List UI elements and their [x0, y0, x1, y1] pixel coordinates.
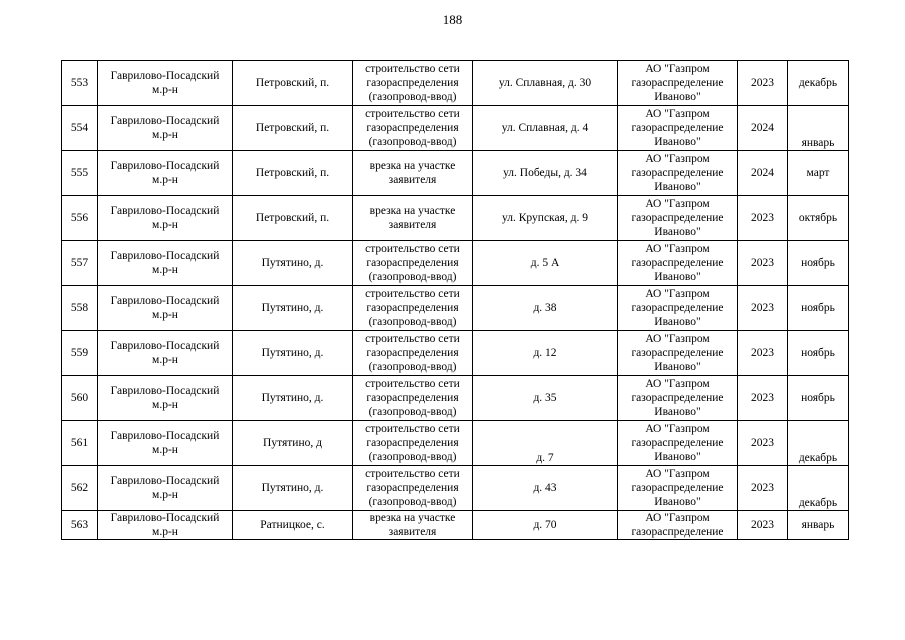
- address-cell: д. 70: [473, 511, 618, 540]
- year-cell: 2023: [738, 196, 788, 241]
- gas-connection-table: [61, 60, 849, 540]
- settlement-cell: Ратницкое, с.: [233, 511, 353, 540]
- table-row: [62, 286, 849, 331]
- table-row: [62, 511, 849, 540]
- organization-cell: АО "Газпром газораспределение Иваново": [618, 466, 738, 511]
- organization-cell: АО "Газпром газораспределение Иваново": [618, 331, 738, 376]
- district-cell: Гаврилово-Посадский м.р-н: [98, 376, 233, 421]
- table-row: [62, 151, 849, 196]
- row-number: 560: [62, 376, 98, 421]
- address-cell: ул. Сплавная, д. 30: [473, 61, 618, 106]
- work-type-cell: строительство сети газораспределения (газопровод-ввод): [353, 331, 473, 376]
- settlement-cell: Путятино, д.: [233, 331, 353, 376]
- settlement-cell: Путятино, д.: [233, 241, 353, 286]
- month-cell: декабрь: [788, 466, 849, 511]
- address-cell: д. 7: [473, 421, 618, 466]
- month-cell: январь: [788, 511, 849, 540]
- organization-cell: АО "Газпром газораспределение Иваново": [618, 106, 738, 151]
- address-cell: ул. Крупская, д. 9: [473, 196, 618, 241]
- organization-cell: АО "Газпром газораспределение: [618, 511, 738, 540]
- work-type-cell: строительство сети газораспределения (газопровод-ввод): [353, 106, 473, 151]
- row-number: 553: [62, 61, 98, 106]
- row-number: 556: [62, 196, 98, 241]
- row-number: 561: [62, 421, 98, 466]
- work-type-cell: строительство сети газораспределения (газопровод-ввод): [353, 241, 473, 286]
- work-type-cell: строительство сети газораспределения (газопровод-ввод): [353, 61, 473, 106]
- district-cell: Гаврилово-Посадский м.р-н: [98, 151, 233, 196]
- district-cell: Гаврилово-Посадский м.р-н: [98, 61, 233, 106]
- organization-cell: АО "Газпром газораспределение Иваново": [618, 286, 738, 331]
- organization-cell: АО "Газпром газораспределение Иваново": [618, 376, 738, 421]
- table-row: [62, 196, 849, 241]
- work-type-cell: строительство сети газораспределения (газопровод-ввод): [353, 286, 473, 331]
- table-row: [62, 376, 849, 421]
- district-cell: Гаврилово-Посадский м.р-н: [98, 466, 233, 511]
- year-cell: 2023: [738, 466, 788, 511]
- year-cell: 2023: [738, 376, 788, 421]
- district-cell: Гаврилово-Посадский м.р-н: [98, 286, 233, 331]
- table-row: [62, 106, 849, 151]
- page-number: 188: [442, 12, 463, 27]
- settlement-cell: Петровский, п.: [233, 151, 353, 196]
- row-number: 559: [62, 331, 98, 376]
- year-cell: 2024: [738, 151, 788, 196]
- year-cell: 2023: [738, 331, 788, 376]
- district-cell: Гаврилово-Посадский м.р-н: [98, 241, 233, 286]
- month-cell: декабрь: [788, 61, 849, 106]
- table-row: [62, 466, 849, 511]
- row-number: 554: [62, 106, 98, 151]
- organization-cell: АО "Газпром газораспределение Иваново": [618, 241, 738, 286]
- month-cell: январь: [788, 106, 849, 151]
- address-cell: д. 43: [473, 466, 618, 511]
- month-cell: ноябрь: [788, 376, 849, 421]
- address-cell: ул. Сплавная, д. 4: [473, 106, 618, 151]
- month-cell: ноябрь: [788, 331, 849, 376]
- district-cell: Гаврилово-Посадский м.р-н: [98, 421, 233, 466]
- district-cell: Гаврилово-Посадский м.р-н: [98, 106, 233, 151]
- month-cell: март: [788, 151, 849, 196]
- work-type-cell: строительство сети газораспределения (газопровод-ввод): [353, 421, 473, 466]
- district-cell: Гаврилово-Посадский м.р-н: [98, 511, 233, 540]
- settlement-cell: Путятино, д: [233, 421, 353, 466]
- settlement-cell: Путятино, д.: [233, 286, 353, 331]
- row-number: 563: [62, 511, 98, 540]
- organization-cell: АО "Газпром газораспределение Иваново": [618, 196, 738, 241]
- settlement-cell: Путятино, д.: [233, 376, 353, 421]
- year-cell: 2023: [738, 421, 788, 466]
- settlement-cell: Петровский, п.: [233, 61, 353, 106]
- row-number: 557: [62, 241, 98, 286]
- district-cell: Гаврилово-Посадский м.р-н: [98, 331, 233, 376]
- settlement-cell: Петровский, п.: [233, 196, 353, 241]
- work-type-cell: врезка на участке заявителя: [353, 196, 473, 241]
- district-cell: Гаврилово-Посадский м.р-н: [98, 196, 233, 241]
- work-type-cell: врезка на участке заявителя: [353, 151, 473, 196]
- row-number: 562: [62, 466, 98, 511]
- table-row: [62, 421, 849, 466]
- month-cell: ноябрь: [788, 286, 849, 331]
- row-number: 558: [62, 286, 98, 331]
- work-type-cell: строительство сети газораспределения (газопровод-ввод): [353, 376, 473, 421]
- year-cell: 2023: [738, 286, 788, 331]
- year-cell: 2023: [738, 61, 788, 106]
- work-type-cell: строительство сети газораспределения (газопровод-ввод): [353, 466, 473, 511]
- settlement-cell: Путятино, д.: [233, 466, 353, 511]
- month-cell: октябрь: [788, 196, 849, 241]
- address-cell: д. 12: [473, 331, 618, 376]
- organization-cell: АО "Газпром газораспределение Иваново": [618, 421, 738, 466]
- table-row: [62, 331, 849, 376]
- settlement-cell: Петровский, п.: [233, 106, 353, 151]
- month-cell: ноябрь: [788, 241, 849, 286]
- table-row: [62, 61, 849, 106]
- row-number: 555: [62, 151, 98, 196]
- year-cell: 2024: [738, 106, 788, 151]
- organization-cell: АО "Газпром газораспределение Иваново": [618, 61, 738, 106]
- address-cell: ул. Победы, д. 34: [473, 151, 618, 196]
- month-cell: декабрь: [788, 421, 849, 466]
- year-cell: 2023: [738, 511, 788, 540]
- organization-cell: АО "Газпром газораспределение Иваново": [618, 151, 738, 196]
- year-cell: 2023: [738, 241, 788, 286]
- address-cell: д. 35: [473, 376, 618, 421]
- address-cell: д. 5 А: [473, 241, 618, 286]
- work-type-cell: врезка на участке заявителя: [353, 511, 473, 540]
- address-cell: д. 38: [473, 286, 618, 331]
- table-row: [62, 241, 849, 286]
